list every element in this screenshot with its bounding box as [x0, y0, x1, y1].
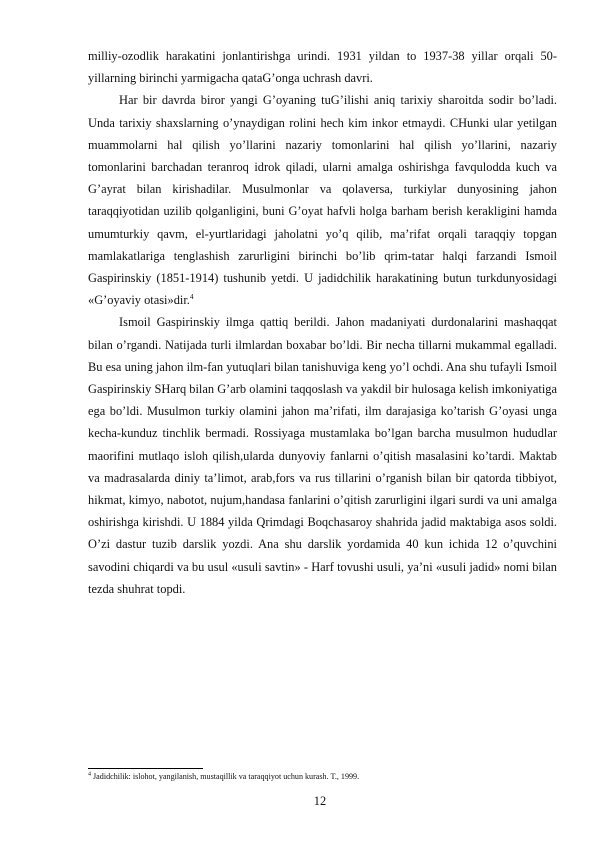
page-number: 12: [313, 794, 327, 808]
footnote-separator: [88, 768, 203, 769]
paragraph: [88, 89, 557, 311]
paragraph-3-text: Ismoil Gaspirinskiy ilmga qattiq berildi. Jahon madaniyati durdonalarini mashaqqat bilan o’rgandi. Natijada turli ilmlardan boxabar bo’ldi. Bir necha tillarni mukammal egalladi. Bu esa uning jahon ilm-fan yutuqlari bilan tanishuviga keng yo’l ochdi. Ana shu tufayli Ismoil Gaspirinskiy SHarq bilan G’arb olamini taqqoslash va yakdil bir hulosaga kelish imkoniyatiga ega bo’ldi. Musulmon turkiy olamini jahon ma’rifati, ilm darajasiga ko’tarish G’oyasi unga kecha-kunduz tinchlik bermadi. Rossiyaga mustamlaka bo’lgan barcha musulmon hududlar maorifini mutlaqo isloh qilish,ularda dunyoviy fanlarni o’qitish masalasini ko’tardi. Maktab va madrasalarda diniy ta’limot, arab,fors va rus tillarini o’rganish bilan bir qatorda tibbiyot, hikmat, kimyo, nabotot, nujum,handasa fanlarini o’qitish zarurligini ilgari surdi va uni amalga oshirishga kirishdi. U 1884 yilda Qrimdagi Boqchasaroy shahrida jadid maktabiga asos soldi. O’zi dastur tuzib darslik yozdi. Ana shu darslik yordamida 40 kun ichida 12 o’quvchini savodini chiqardi va bu usul «usuli savtin» - Harf tovushi usuli, ya’ni «usuli jadid» nomi bilan tezda shuhrat topdi.: [88, 315, 557, 596]
footnote: [88, 772, 557, 782]
footnote-reference[interactable]: 4: [189, 292, 194, 302]
paragraph-1-text: milliy-ozodlik harakatini jonlantirishga urindi. 1931 yildan to 1937-38 yillar orqali 50-yillarning birinchi yarmigacha qataG’onga uchrash davri.: [88, 49, 557, 86]
paragraph: [88, 311, 557, 600]
footnote-number: 4: [88, 771, 91, 778]
paragraph-2-text: Har bir davrda biror yangi G’oyaning tuG’ilishi aniq tarixiy sharoitda sodir bo’ladi. Unda tarixiy shaxslarning o’ynaydigan rolini hech kim inkor etmaydi. CHunki ular yetilgan muammolarni hal qilish yo’llarini nazariy tomonlarini hal qilish yo’llarini, nazariy tomonlarini barchadan teranroq idrok qiladi, ularni amalga oshirishga favqulodda kuch va G’ayrat bilan kirishadilar. Musulmonlar va qolaversa, turkiylar dunyosining jahon taraqqiyotidan uzilib qolganligini, buni G’oyat hafvli holga barham berish kerakligini hamda umumturkiy qavm, el-yurtlaridagi jaholatni yo’q qilib, ma’rifat orqali taraqqiy topgan mamlakatlariga tenglashish zarurligini birinchi bo’lib qrim-tatar halqi farzandi Ismoil Gaspirinskiy (1851-1914) tushunib yetdi. U jadidchilik harakatining butun turkdunyosidagi «G’oyaviy otasi»dir.: [88, 93, 557, 308]
paragraph-continuation: [88, 45, 557, 89]
body-text: [88, 45, 557, 600]
footnote-text: Jadidchilik: islohot, yangilanish, mustaqillik va taraqqiyot uchun kurash. T., 1999.: [93, 772, 360, 781]
